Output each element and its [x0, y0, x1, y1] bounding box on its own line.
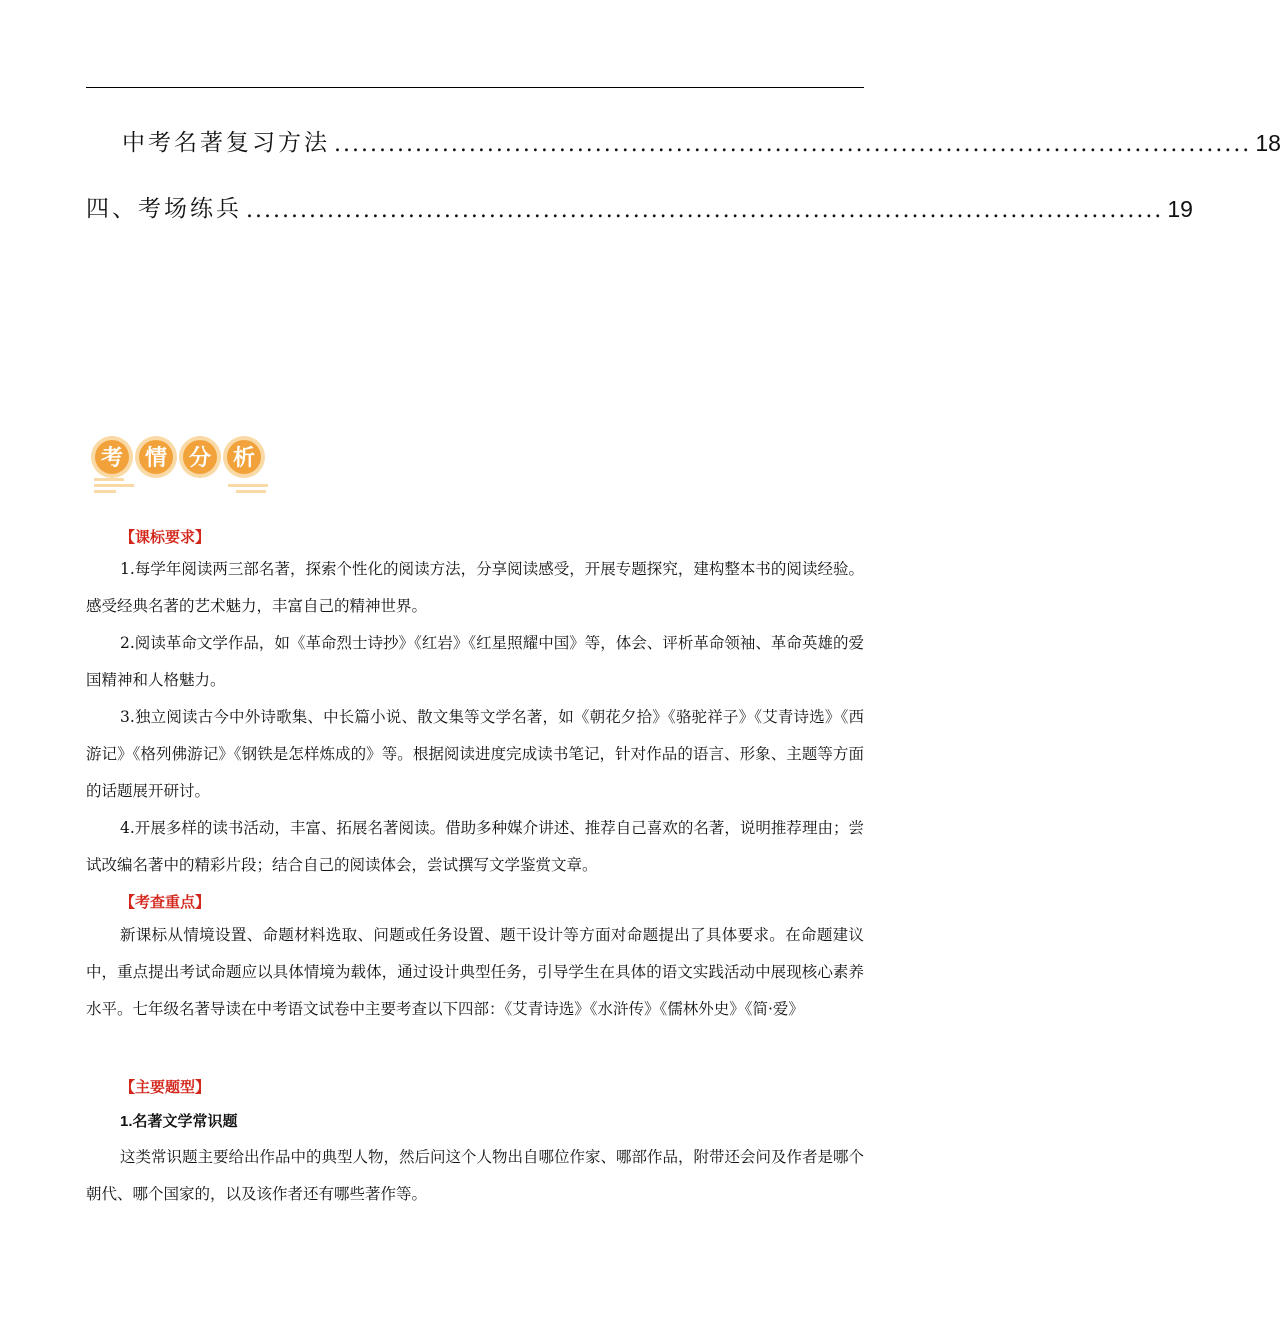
- toc-entry[interactable]: [86, 124, 1281, 157]
- curriculum-item: 3.独立阅读古今中外诗歌集、中长篇小说、散文集等文学名著，如《朝花夕拾》《骆驼祥子》《艾青诗选》《西游记》《格列佛游记》《钢铁是怎样炼成的》等。根据阅读进度完成读书笔记，针对作品的语言、形象、主题等方面的话题展开研讨。: [86, 708, 864, 800]
- question-type-paragraph: 这类常识题主要给出作品中的典型人物，然后问这个人物出自哪位作家、哪部作品，附带还会问及作者是哪个朝代、哪个国家的，以及该作者还有哪些著作等。: [86, 1148, 865, 1203]
- section-heading-types: 【主要题型】: [120, 1078, 211, 1096]
- toc-entry-title: 四、考场练兵: [86, 196, 242, 222]
- badge-char: 情: [144, 446, 168, 471]
- header-rule: [86, 87, 864, 88]
- badge-char: 分: [188, 446, 212, 471]
- badge-char: 考: [100, 446, 124, 471]
- question-type-title: 1.名著文学常识题: [120, 1113, 238, 1130]
- section-heading-focus: 【考查重点】: [120, 893, 211, 911]
- toc-entry-page: 18: [1255, 130, 1281, 156]
- toc-entry-page: 19: [1167, 196, 1193, 222]
- exam-analysis-badge: [88, 430, 272, 494]
- curriculum-item: 1.每学年阅读两三部名著，探索个性化的阅读方法，分享阅读感受，开展专题探究，建构整本书的阅读经验。感受经典名著的艺术魅力，丰富自己的精神世界。: [86, 560, 864, 615]
- badge-char: 析: [232, 446, 256, 471]
- focus-paragraph: 新课标从情境设置、命题材料选取、问题或任务设置、题干设计等方面对命题提出了具体要求。在命题建议中，重点提出考试命题应以具体情境为载体，通过设计典型任务，引导学生在具体的语文实践活动中展现核心素养水平。七年级名著导读在中考语文试卷中主要考查以下四部：《艾青诗选》《水浒传》《儒林外史》《简·爱》: [86, 926, 864, 1018]
- curriculum-item: 2.阅读革命文学作品，如《革命烈士诗抄》《红岩》《红星照耀中国》等，体会、评析革命领袖、革命英雄的爱国精神和人格魅力。: [86, 634, 864, 689]
- section-heading-curriculum: 【课标要求】: [120, 528, 211, 546]
- toc-leader-dots: ......................................................................................................: [334, 132, 1252, 157]
- curriculum-item: 4.开展多样的读书活动，丰富、拓展名著阅读。借助多种媒介讲述、推荐自己喜欢的名著，说明推荐理由；尝试改编名著中的精彩片段；结合自己的阅读体会，尝试撰写文学鉴赏文章。: [86, 819, 864, 874]
- toc-leader-dots: ......................................................................................................: [246, 198, 1164, 223]
- toc-entry[interactable]: [86, 190, 1193, 223]
- toc-entry-title: 中考名著复习方法: [122, 130, 330, 156]
